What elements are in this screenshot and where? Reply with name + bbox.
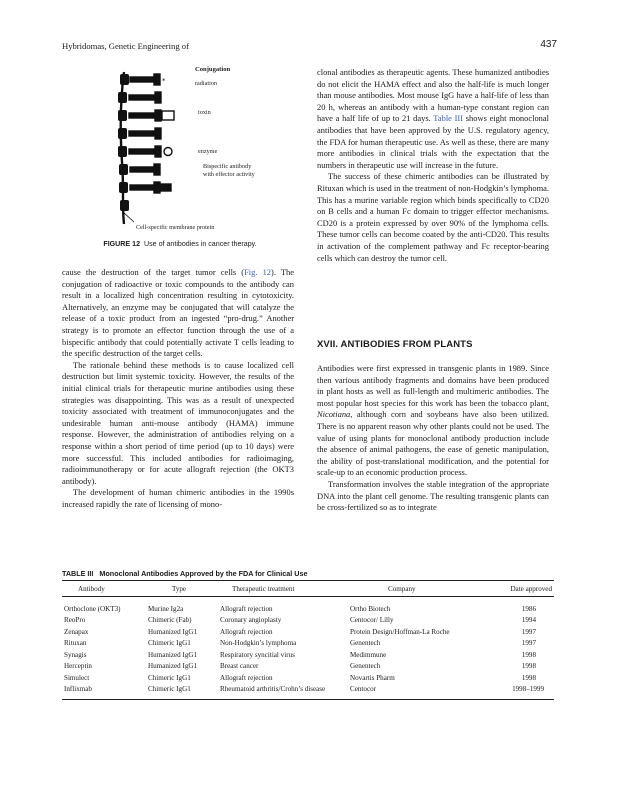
svg-text:*: * bbox=[162, 77, 166, 85]
table-caption-label: TABLE III bbox=[62, 569, 94, 578]
table-row: Orthoclone (OKT3) Murine Ig2a Allograft rejection Ortho Biotech 1986 bbox=[64, 604, 536, 613]
col-header-treatment: Therapeutic treatment bbox=[218, 581, 348, 597]
right-paragraph-1: clonal antibodies as therapeutic agents. These humanized antibodies do not elicit the HAMA effect and also the half-life is much longer than mouse antibodies. Most mouse IgG have a half-life of less than 20 h, whereas an antibody with a human-type constant region can have a half life of up to 21 days. Table III shows eight monoclonal antibodies that have been approved by the U.S. regulatory agency, the FDA for human therapeutic use. As well as these, there are many more antibodies in clinical trials with the expectation that the numbers in therapeutic use will increase in the future. bbox=[317, 67, 549, 170]
table-caption-text: Monoclonal Antibodies Approved by the FDA for Clinical Use bbox=[99, 569, 308, 578]
antibodies bbox=[129, 74, 174, 193]
right-paragraph-3: Antibodies were first expressed in transgenic plants in 1989. Since then various antibody fragments and domains have been produced in plant hosts as well as full-length and multimeric antibodies. The most popular host species for this work has been the tobacco plant, Nicotiana, although corn and soybeans have also been utilized. There is no apparent reason why other plants could not be used. The value of using plants for monoclonal antibody production include the absence of animal pathogens, the ease of genetic manipulation, the ability of post-translational modification, and the potential for scale-up to an economic production process. bbox=[317, 363, 549, 478]
col-header-type: Type bbox=[146, 581, 218, 597]
label-membrane-protein: Cell-specific membrane protein bbox=[136, 224, 215, 231]
table-row: Zenapax Humanized IgG1 Allograft rejection Protein Design/Hoffman-La Roche 1997 bbox=[64, 627, 536, 636]
table-iii-link[interactable]: Table III bbox=[433, 113, 464, 124]
table-row: ReoPro Chimeric (Fab) Coronary angioplasty Centocor/ Lilly 1994 bbox=[64, 616, 536, 625]
col-header-company: Company bbox=[348, 581, 484, 597]
running-title: Hybridomas, Genetic Engineering of bbox=[62, 41, 189, 51]
section-heading: XVII. ANTIBODIES FROM PLANTS bbox=[317, 339, 473, 350]
label-bispecific-1: Bispecific antibody bbox=[203, 163, 252, 170]
membrane-proteins bbox=[118, 74, 129, 211]
right-column-top bbox=[317, 67, 549, 264]
label-toxin: toxin bbox=[198, 109, 211, 116]
label-conjugation: Conjugation bbox=[195, 66, 231, 73]
table-header-row bbox=[62, 581, 554, 597]
table-iii bbox=[62, 580, 554, 700]
left-paragraph-1: cause the destruction of the target tumor cells (Fig. 12). The conjugation of radioactive or toxic compounds to the antibody can result in a localized high concentration resulting in cytotoxicity. Alternatively, an enzyme may be conjugated that will catalyze the release of a toxic product from an ingested “pro-drug.” Another strategy is to promote an effector function through the use of a bispecific antibody that could potentially activate T cells leading to the specific destruction of the target cells. bbox=[62, 267, 294, 359]
figure-caption bbox=[65, 240, 295, 248]
figure-caption-text: Use of antibodies in cancer therapy. bbox=[143, 240, 257, 248]
figure-12-link[interactable]: Fig. 12 bbox=[244, 267, 272, 277]
right-column-bottom bbox=[317, 363, 549, 514]
right-paragraph-2: The success of these chimeric antibodies can be illustrated by Rituxan which is used in the treatment of non-Hodgkin’s lymphoma. This has a murine variable region which binds specifically to CD20 on B cells and a human Fc domain to trigger effector mechanisms. CD20 is a protein expressed by over 90% of the lymphoma cells. These tumor cells can become coated by the anti-CD20. This results in activation of the complement pathway and Fc receptor-bearing cells which can destroy the tumor cell. bbox=[317, 171, 549, 263]
table-row: Herceptin Humanized IgG1 Breast cancer Genentech 1998 bbox=[64, 662, 536, 671]
table-row: Simulect Chimeric IgG1 Allograft rejection Novartis Pharm 1998 bbox=[64, 673, 536, 682]
col-header-antibody: Antibody bbox=[62, 581, 146, 597]
nicotiana: Nicotiana bbox=[317, 409, 351, 420]
page-number: 437 bbox=[540, 39, 557, 50]
table-row: Inflixmab Chimeric IgG1 Rheumatoid arthritis/Crohn’s disease Centocor 1998–1999 bbox=[62, 684, 554, 700]
label-bispecific-2: with effector activity bbox=[203, 171, 255, 178]
col-header-date: Date approved bbox=[484, 581, 554, 597]
figure-caption-label: FIGURE 12 bbox=[103, 240, 141, 248]
left-column bbox=[62, 267, 294, 510]
left-paragraph-3: The development of human chimeric antibodies in the 1990s increased rapidly the rate of licensing of mono- bbox=[62, 487, 294, 509]
table-caption bbox=[62, 569, 307, 578]
right-paragraph-4: Transformation involves the stable integration of the appropriate DNA into the plant cell genome. The resulting transgenic plants can be cross-fertilized so as to integrate bbox=[317, 478, 549, 513]
label-radiation: radiation bbox=[195, 80, 217, 87]
table-row: Synagis Humanized IgG1 Respiratory syncitial virus Medimmune 1998 bbox=[64, 650, 536, 659]
table-row: Rituxan Chimeric IgG1 Non-Hodgkin’s lymphoma Genentech 1997 bbox=[64, 639, 536, 648]
left-paragraph-2: The rationale behind these methods is to cause localized cell destruction but limit systemic toxicity. However, the results of the initial clinical trials for therapeutic murine antibodies using these strategies was disappointing. This was as a result of unexpected toxicity associated with treatment of immunoconjugates and the undesirable human anti-mouse antibody (HAMA) immune response. However, the administration of antibodies relying on a response within a short period of time period (up to 10 days) were more successful. This included antibodies for radioimaging, radioimmunotherapy or for acute allograft rejection (the OKT3 antibody). bbox=[62, 359, 294, 486]
label-enzyme: enzyme bbox=[198, 148, 218, 155]
